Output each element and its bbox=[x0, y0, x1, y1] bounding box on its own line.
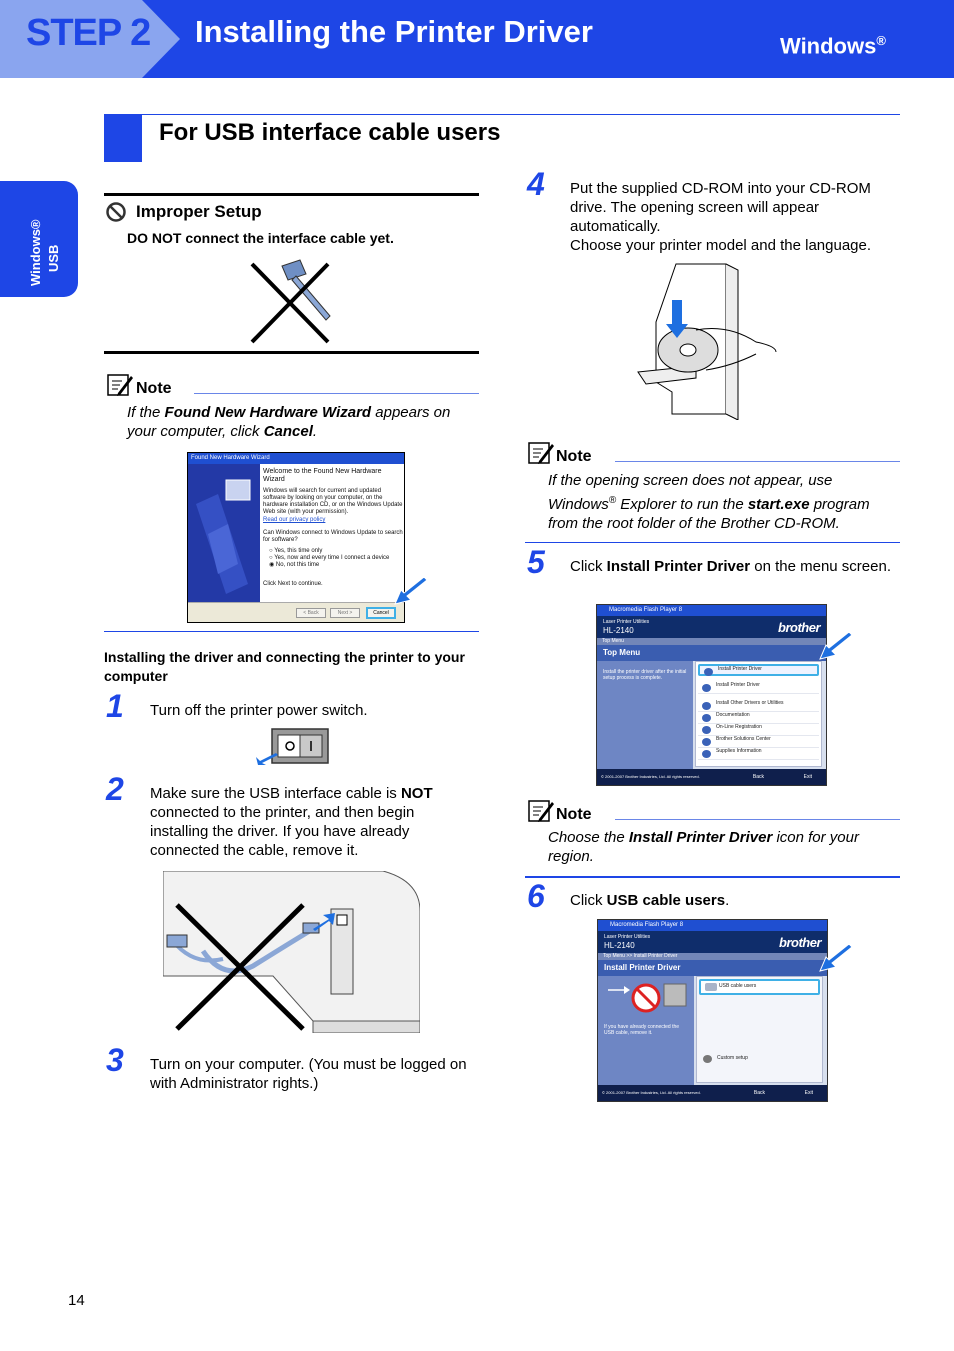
printer-usb-illustration bbox=[163, 871, 420, 1033]
note-icon bbox=[106, 373, 134, 397]
step5-text: Click Install Printer Driver on the menu screen. bbox=[570, 558, 891, 575]
bro-usb-titlebar: Macromedia Flash Player 8 bbox=[598, 920, 827, 931]
fnh-opt1[interactable]: ○ Yes, this time only bbox=[269, 548, 323, 554]
note1-label: Note bbox=[136, 380, 172, 397]
fnh-button-bar bbox=[188, 602, 404, 622]
improper-bottom-rule bbox=[104, 351, 479, 354]
note2-rule bbox=[615, 461, 900, 462]
fnh-titlebar: Found New Hardware Wizard bbox=[188, 453, 404, 464]
bro-usb-breadcrumb: Top Menu >> Install Printer Driver bbox=[598, 953, 827, 960]
menu-item-install-driver-2[interactable]: Install Printer Driver bbox=[698, 682, 819, 694]
found-new-hardware-screenshot bbox=[187, 452, 405, 623]
note1-text: If the Found New Hardware Wizard appears on your computer, click Cancel. bbox=[127, 404, 451, 440]
usb-cable-users-button[interactable]: USB cable users bbox=[699, 979, 820, 995]
power-switch-illustration bbox=[254, 727, 332, 767]
bro-menu-breadcrumb: Top Menu bbox=[597, 638, 826, 645]
improper-setup-text: DO NOT connect the interface cable yet. bbox=[127, 230, 394, 246]
fnh-back-button[interactable]: < Back bbox=[296, 608, 326, 618]
improper-setup-title: Improper Setup bbox=[136, 202, 262, 221]
step5-rule bbox=[525, 542, 900, 543]
step1-text: Turn off the printer power switch. bbox=[150, 702, 368, 719]
brother-logo: brother bbox=[779, 935, 821, 950]
note3-rule bbox=[615, 819, 900, 820]
arrow-icon bbox=[393, 578, 429, 606]
note1-rule bbox=[194, 393, 479, 394]
fnh-opt3[interactable]: ◉ No, not this time bbox=[269, 562, 320, 568]
os-label: Windows® bbox=[780, 33, 886, 59]
menu-item-solutions-center[interactable]: Brother Solutions Center bbox=[698, 736, 819, 748]
bro-menu-section: Top Menu bbox=[597, 645, 826, 661]
note3-label: Note bbox=[556, 806, 592, 823]
brother-install-driver-screenshot bbox=[597, 919, 828, 1102]
menu-item-supplies[interactable]: Supplies Information bbox=[698, 748, 819, 760]
bro-menu-header: Laser Printer Utilities HL-2140 brother bbox=[597, 616, 826, 638]
improper-top-rule bbox=[104, 193, 479, 196]
menu-item-install-driver-1[interactable]: Install Printer Driver bbox=[698, 664, 819, 676]
install-subheading: Installing the driver and connecting the printer to your computer bbox=[104, 649, 465, 684]
bro-usb-desc: If you have already connected the USB cable, remove it. bbox=[604, 1024, 680, 1036]
menu-item-documentation[interactable]: Documentation bbox=[698, 712, 819, 724]
bro-menu-titlebar: Macromedia Flash Player 8 bbox=[597, 605, 826, 616]
step6-number: 6 bbox=[527, 878, 545, 914]
fnh-cancel-button[interactable]: Cancel bbox=[366, 607, 396, 619]
side-tab-label: Windows® USB bbox=[28, 219, 61, 286]
fnh-continue: Click Next to continue. bbox=[263, 581, 323, 587]
brother-logo: brother bbox=[778, 620, 820, 635]
bro-usb-header: Laser Printer Utilities HL-2140 brother bbox=[598, 931, 827, 953]
no-cable-illustration bbox=[246, 258, 336, 346]
step3-text: Turn on your computer. (You must be logged on with Administrator rights.) bbox=[150, 1056, 467, 1092]
bro-menu-exit-button[interactable]: Exit bbox=[803, 774, 812, 780]
bro-menu-list bbox=[695, 661, 822, 767]
cd-rom-illustration bbox=[636, 262, 778, 420]
bro-menu-desc: Install the printer driver after the initial setup process is complete. bbox=[603, 669, 687, 681]
arrow-icon bbox=[818, 945, 854, 973]
brother-top-menu-screenshot bbox=[596, 604, 827, 786]
step4-number: 4 bbox=[527, 166, 545, 202]
bro-usb-section: Install Printer Driver bbox=[598, 960, 827, 976]
section-title: For USB interface cable users bbox=[159, 119, 501, 146]
note2-label: Note bbox=[556, 448, 592, 465]
bro-usb-back-button[interactable]: Back bbox=[753, 1090, 765, 1096]
fnh-opt2[interactable]: ○ Yes, now and every time I connect a device bbox=[269, 555, 390, 561]
step2-text: Make sure the USB interface cable is NOT connected to the printer, and then begin installing the driver. If you have already connected the cable, remove it. bbox=[150, 785, 433, 859]
section-marker bbox=[104, 114, 142, 162]
step6-rule bbox=[525, 876, 900, 878]
left-section-rule bbox=[104, 631, 479, 632]
step1-number: 1 bbox=[106, 688, 124, 724]
fnh-privacy-link[interactable]: Read our privacy policy bbox=[263, 517, 326, 523]
fnh-para2: Can Windows connect to Windows Update to search for software? bbox=[263, 530, 403, 543]
page-title: Installing the Printer Driver bbox=[195, 14, 593, 49]
prohibited-icon bbox=[105, 201, 127, 223]
section-rule bbox=[104, 114, 900, 115]
step6-text: Click USB cable users. bbox=[570, 892, 730, 909]
step-label: STEP 2 bbox=[26, 12, 151, 54]
step2-number: 2 bbox=[106, 771, 124, 807]
arrow-icon bbox=[818, 633, 854, 661]
note3-text: Choose the Install Printer Driver icon for your region. bbox=[548, 829, 859, 865]
custom-setup-button[interactable]: Custom setup bbox=[699, 1053, 820, 1069]
fnh-banner bbox=[188, 464, 260, 602]
step4-text: Put the supplied CD-ROM into your CD-ROM drive. The opening screen will appear automatically. Choose your printer model and the language. bbox=[570, 180, 872, 254]
note2-text: If the opening screen does not appear, use Windows® Explorer to run the start.exe program from the root folder of the Brother CD-ROM. bbox=[548, 472, 870, 532]
step5-number: 5 bbox=[527, 544, 545, 580]
fnh-para1: Windows will search for current and updated software by looking on your computer, on the hardware installation CD, or on the Windows Update Web site (with your permission). bbox=[263, 488, 403, 515]
note-icon bbox=[527, 799, 555, 823]
menu-item-other-drivers[interactable]: Install Other Drivers or Utilities bbox=[698, 700, 819, 712]
fnh-heading: Welcome to the Found New Hardware Wizard bbox=[263, 468, 382, 483]
bro-usb-exit-button[interactable]: Exit bbox=[804, 1090, 813, 1096]
page-number: 14 bbox=[68, 1292, 85, 1309]
note-icon bbox=[527, 441, 555, 465]
bro-menu-footer: © 2001-2007 Brother Industries, Ltd. All rights reserved. Back Exit bbox=[597, 769, 826, 785]
bro-usb-footer: © 2001-2007 Brother Industries, Ltd. All rights reserved. Back Exit bbox=[598, 1085, 827, 1101]
bro-menu-back-button[interactable]: Back bbox=[752, 774, 764, 780]
bro-usb-list bbox=[696, 976, 823, 1083]
step3-number: 3 bbox=[106, 1042, 124, 1078]
fnh-content bbox=[263, 468, 403, 588]
fnh-next-button[interactable]: Next > bbox=[330, 608, 360, 618]
menu-item-registration[interactable]: On-Line Registration bbox=[698, 724, 819, 736]
